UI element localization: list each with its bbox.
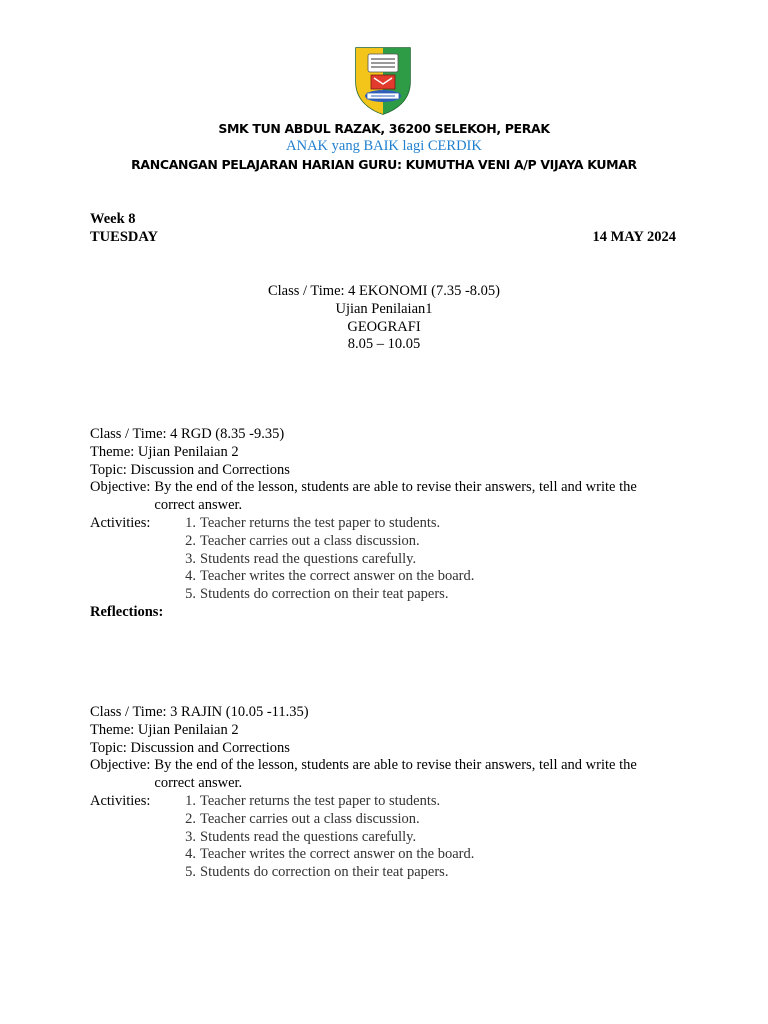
objective-label: Objective:: [90, 757, 151, 774]
week-label: Week 8: [90, 211, 136, 227]
list-item: 2. Teacher carries out a class discussion.: [185, 532, 420, 549]
activities-list: [180, 793, 474, 882]
day-label: TUESDAY: [90, 229, 158, 245]
list-item: 1. Teacher returns the test paper to students.: [185, 792, 441, 809]
lesson-block: [90, 704, 690, 882]
list-item: 4. Teacher writes the correct answer on the board.: [185, 568, 475, 585]
school-motto: ANAK yang BAIK lagi CERDIK: [286, 138, 482, 154]
lesson-theme: Theme: Ujian Penilaian 2: [90, 443, 239, 460]
objective-text-line2: correct answer.: [154, 497, 243, 514]
objective-text-line1: By the end of the lesson, students are able to revise their answers, tell and write the: [154, 479, 637, 496]
list-item: 3. Students read the questions carefully.: [185, 828, 417, 845]
activities-label: Activities:: [90, 514, 151, 531]
activities-list: [180, 515, 474, 604]
lesson-block: [90, 426, 690, 622]
reflections-label: Reflections:: [90, 603, 164, 620]
list-item: 5. Students do correction on their teat papers.: [185, 864, 449, 881]
lesson-activities: [90, 793, 690, 882]
list-item: 5. Students do correction on their teat papers.: [185, 586, 449, 603]
list-item: 2. Teacher carries out a class discussion.: [185, 810, 420, 827]
school-crest-icon: [352, 44, 414, 116]
session-subject: GEOGRAFI: [347, 318, 421, 335]
session-time: 8.05 – 10.05: [347, 336, 421, 353]
lesson-theme: Theme: Ujian Penilaian 2: [90, 721, 239, 738]
activities-label: Activities:: [90, 792, 151, 809]
date-label: 14 MAY 2024: [592, 229, 676, 245]
objective-text-line2: correct answer.: [154, 775, 243, 792]
plan-title: RANCANGAN PELAJARAN HARIAN GURU: KUMUTHA VENI A/P VIJAYA KUMAR: [131, 157, 637, 172]
lesson-objective: [90, 757, 690, 793]
session-class-time: Class / Time: 4 EKONOMI (7.35 -8.05): [267, 283, 500, 299]
list-item: 1. Teacher returns the test paper to students.: [185, 514, 441, 531]
objective-text-line1: By the end of the lesson, students are able to revise their answers, tell and write the: [154, 757, 637, 774]
lesson-objective: [90, 479, 690, 515]
school-name: SMK TUN ABDUL RAZAK, 36200 SELEKOH, PERAK: [218, 121, 550, 136]
lesson-class-time: Class / Time: 3 RAJIN (10.05 -11.35): [90, 704, 309, 720]
objective-label: Objective:: [90, 479, 151, 496]
list-item: 3. Students read the questions carefully.: [185, 550, 417, 567]
lesson-class-time: Class / Time: 4 RGD (8.35 -9.35): [90, 426, 285, 442]
session-block: [0, 283, 768, 354]
lesson-topic: Topic: Discussion and Corrections: [90, 739, 290, 756]
lesson-activities: [90, 515, 690, 604]
session-title: Ujian Penilaian1: [335, 300, 433, 317]
lesson-topic: Topic: Discussion and Corrections: [90, 461, 290, 478]
list-item: 4. Teacher writes the correct answer on the board.: [185, 846, 475, 863]
